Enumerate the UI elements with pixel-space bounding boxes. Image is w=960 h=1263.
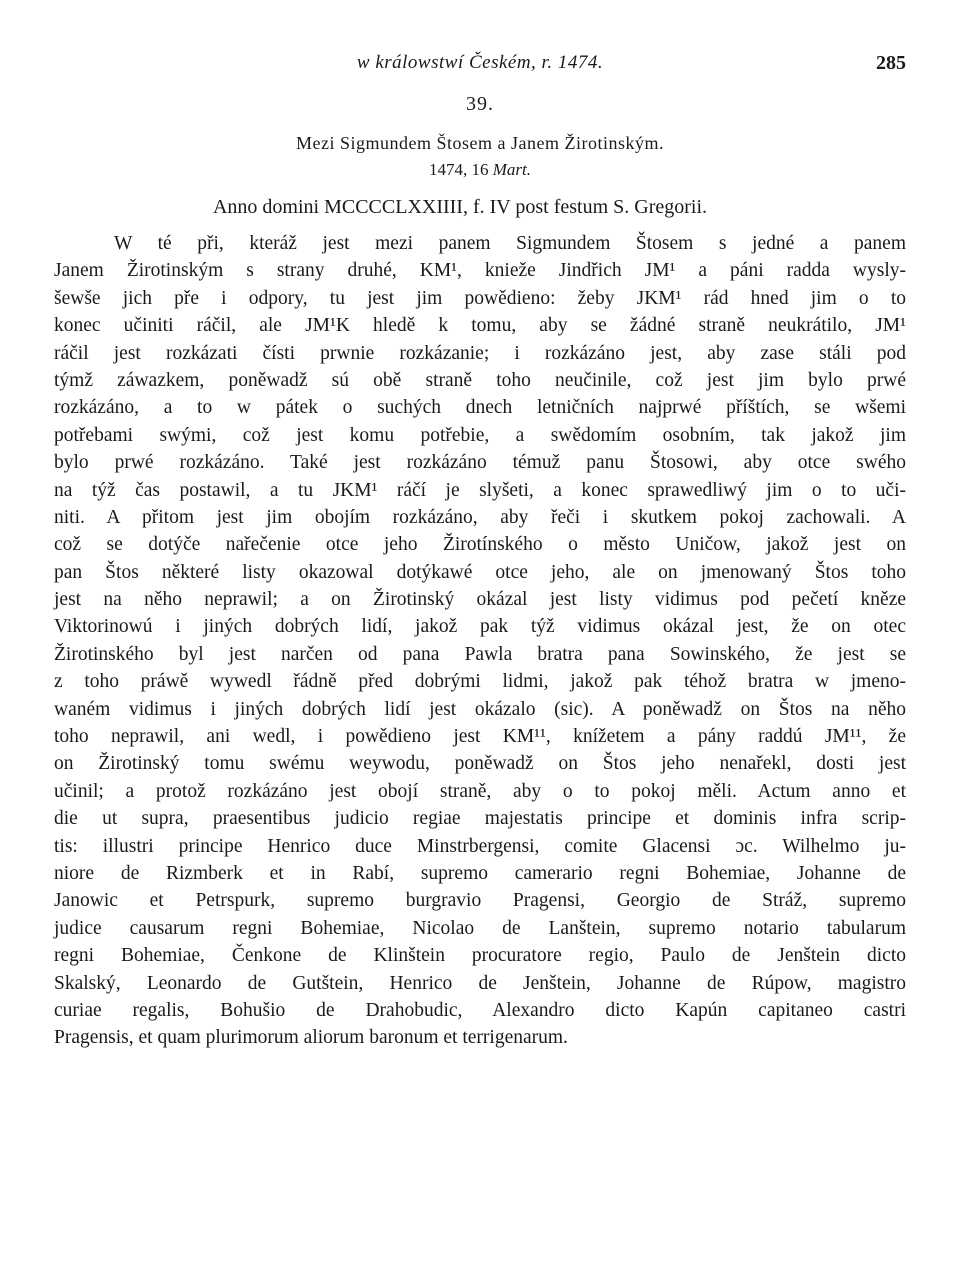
text-line: Janem Žirotinským s strany druhé, KM¹, knieže Jindřich JM¹ a páni radda wysly- [54, 260, 906, 282]
text-line: waném vidimus i jiných dobrých lidí jest okázalo (sic). A poněwadž on Štos na něho [54, 698, 906, 720]
text-line: jest na něho neprawil; a on Žirotinský okázal jest listy vidimus pod pečetí kněze [54, 589, 906, 611]
dating-line: Anno domini MCCCCLXXIIII, f. IV post festum S. Gregorii. [212, 196, 708, 218]
text-line: Žirotinského byl jest narčen od pana Pawla bratra pana Sowinského, že jest se [54, 643, 906, 665]
document-number: 39. [466, 93, 494, 115]
text-line: toho neprawil, ani wedl, i powědieno jest KM¹¹, knížetem a pány raddú JM¹¹, že [54, 726, 906, 748]
text-line: Skalský, Leonardo de Gutštein, Henrico de Jenštein, Johanne de Rúpow, magistro [54, 972, 906, 994]
text-line: die ut supra, praesentibus judicio regiae majestatis principe et dominis infra scrip- [54, 808, 906, 830]
text-line: regni Bohemiae, Čenkone de Klinštein procuratore regio, Paulo de Jenštein dicto [54, 945, 906, 967]
text-line: pan Štos některé listy okazowal dotýkawé otce jeho, ale on jmenowaný Štos toho [54, 561, 906, 583]
text-line: šewše jich pře i odpory, tu jest jim powědieno: žeby JKM¹ rád hned jim o to [54, 287, 906, 309]
running-head [0, 52, 960, 82]
text-line: Pragensis, et quam plurimorum aliorum baronum et terrigenarum. [54, 1027, 568, 1049]
document-date-year: 1474, 16 [429, 160, 489, 179]
text-line: tis: illustri principe Henrico duce Minstrbergensi, comite Glacensi ɔc. Wilhelmo ju- [54, 835, 906, 857]
text-line: týmž záwazkem, poněwadž sú obě straně toho neučinile, což jest jim bylo prwé [54, 369, 906, 391]
text-line: což se dotýče nařečenie otce jeho Žirotínského o město Uničow, jakož jest on [54, 534, 906, 556]
text-line: judice causarum regni Bohemiae, Nicolao de Lanštein, supremo notario tabularum [54, 917, 906, 939]
page-number: 285 [876, 52, 906, 74]
text-line: rozkázáno, a to w pátek o suchých dnech letničních najprwé příštích, se wšemi [54, 397, 906, 419]
document-date [0, 160, 960, 180]
text-line: učinil; a protož rozkázáno jest obojí straně, aby o to pokoj měli. Actum anno et [54, 780, 906, 802]
text-line: niore de Rizmberk et in Rabí, supremo camerario regni Bohemiae, Johanne de [54, 862, 906, 884]
text-line: ráčil jest rozkázati čísti prwnie rozkázanie; i rozkázáno jest, aby zase stáli pod [54, 342, 906, 364]
text-line: niti. A přitom jest jim obojím rozkázáno, aby řeči i skutkem pokoj zachowali. A [54, 506, 906, 528]
text-line: potřebami swými, což jest komu potřebie, a swědomím osobním, tak jakož jim [54, 424, 906, 446]
text-line: bylo prwé rozkázáno. Také jest rozkázáno témuž panu Štosowi, aby otce swého [54, 452, 906, 474]
running-title: w králowstwí Českém, r. 1474. [356, 52, 604, 73]
text-line: Janowic et Petrspurk, supremo burgravio Pragensi, Georgio de Stráž, supremo [54, 890, 906, 912]
text-line: on Žirotinský tomu swému weywodu, poněwadž on Štos jeho nenařekl, dosti jest [54, 753, 906, 775]
document-date-month: Mart. [492, 160, 531, 179]
text-line: z toho práwě wywedl řádně před dobrými lidmi, jakož pak téhož bratra w jmeno- [54, 671, 906, 693]
text-line: na týž čas postawil, a tu JKM¹ ráčí je slyšeti, a konec sprawedliwý jim o to uči- [54, 479, 906, 501]
body-text [54, 230, 906, 1052]
text-line: konec učiniti ráčil, ale JM¹K hledě k tomu, aby se žádné straně neukrátilo, JM¹ [54, 315, 906, 337]
text-line: curiae regalis, Bohušio de Drahobudic, Alexandro dicto Kapún capitaneo castri [54, 999, 906, 1021]
document-heading: Mezi Sigmundem Štosem a Janem Žirotinským. [296, 133, 664, 153]
text-line: Viktorinowú i jiných dobrých lidí, jakož pak týž vidimus okázal jest, že on otec [54, 616, 906, 638]
text-line: W té při, kteráž jest mezi panem Sigmundem Štosem s jedné a panem [114, 233, 906, 254]
